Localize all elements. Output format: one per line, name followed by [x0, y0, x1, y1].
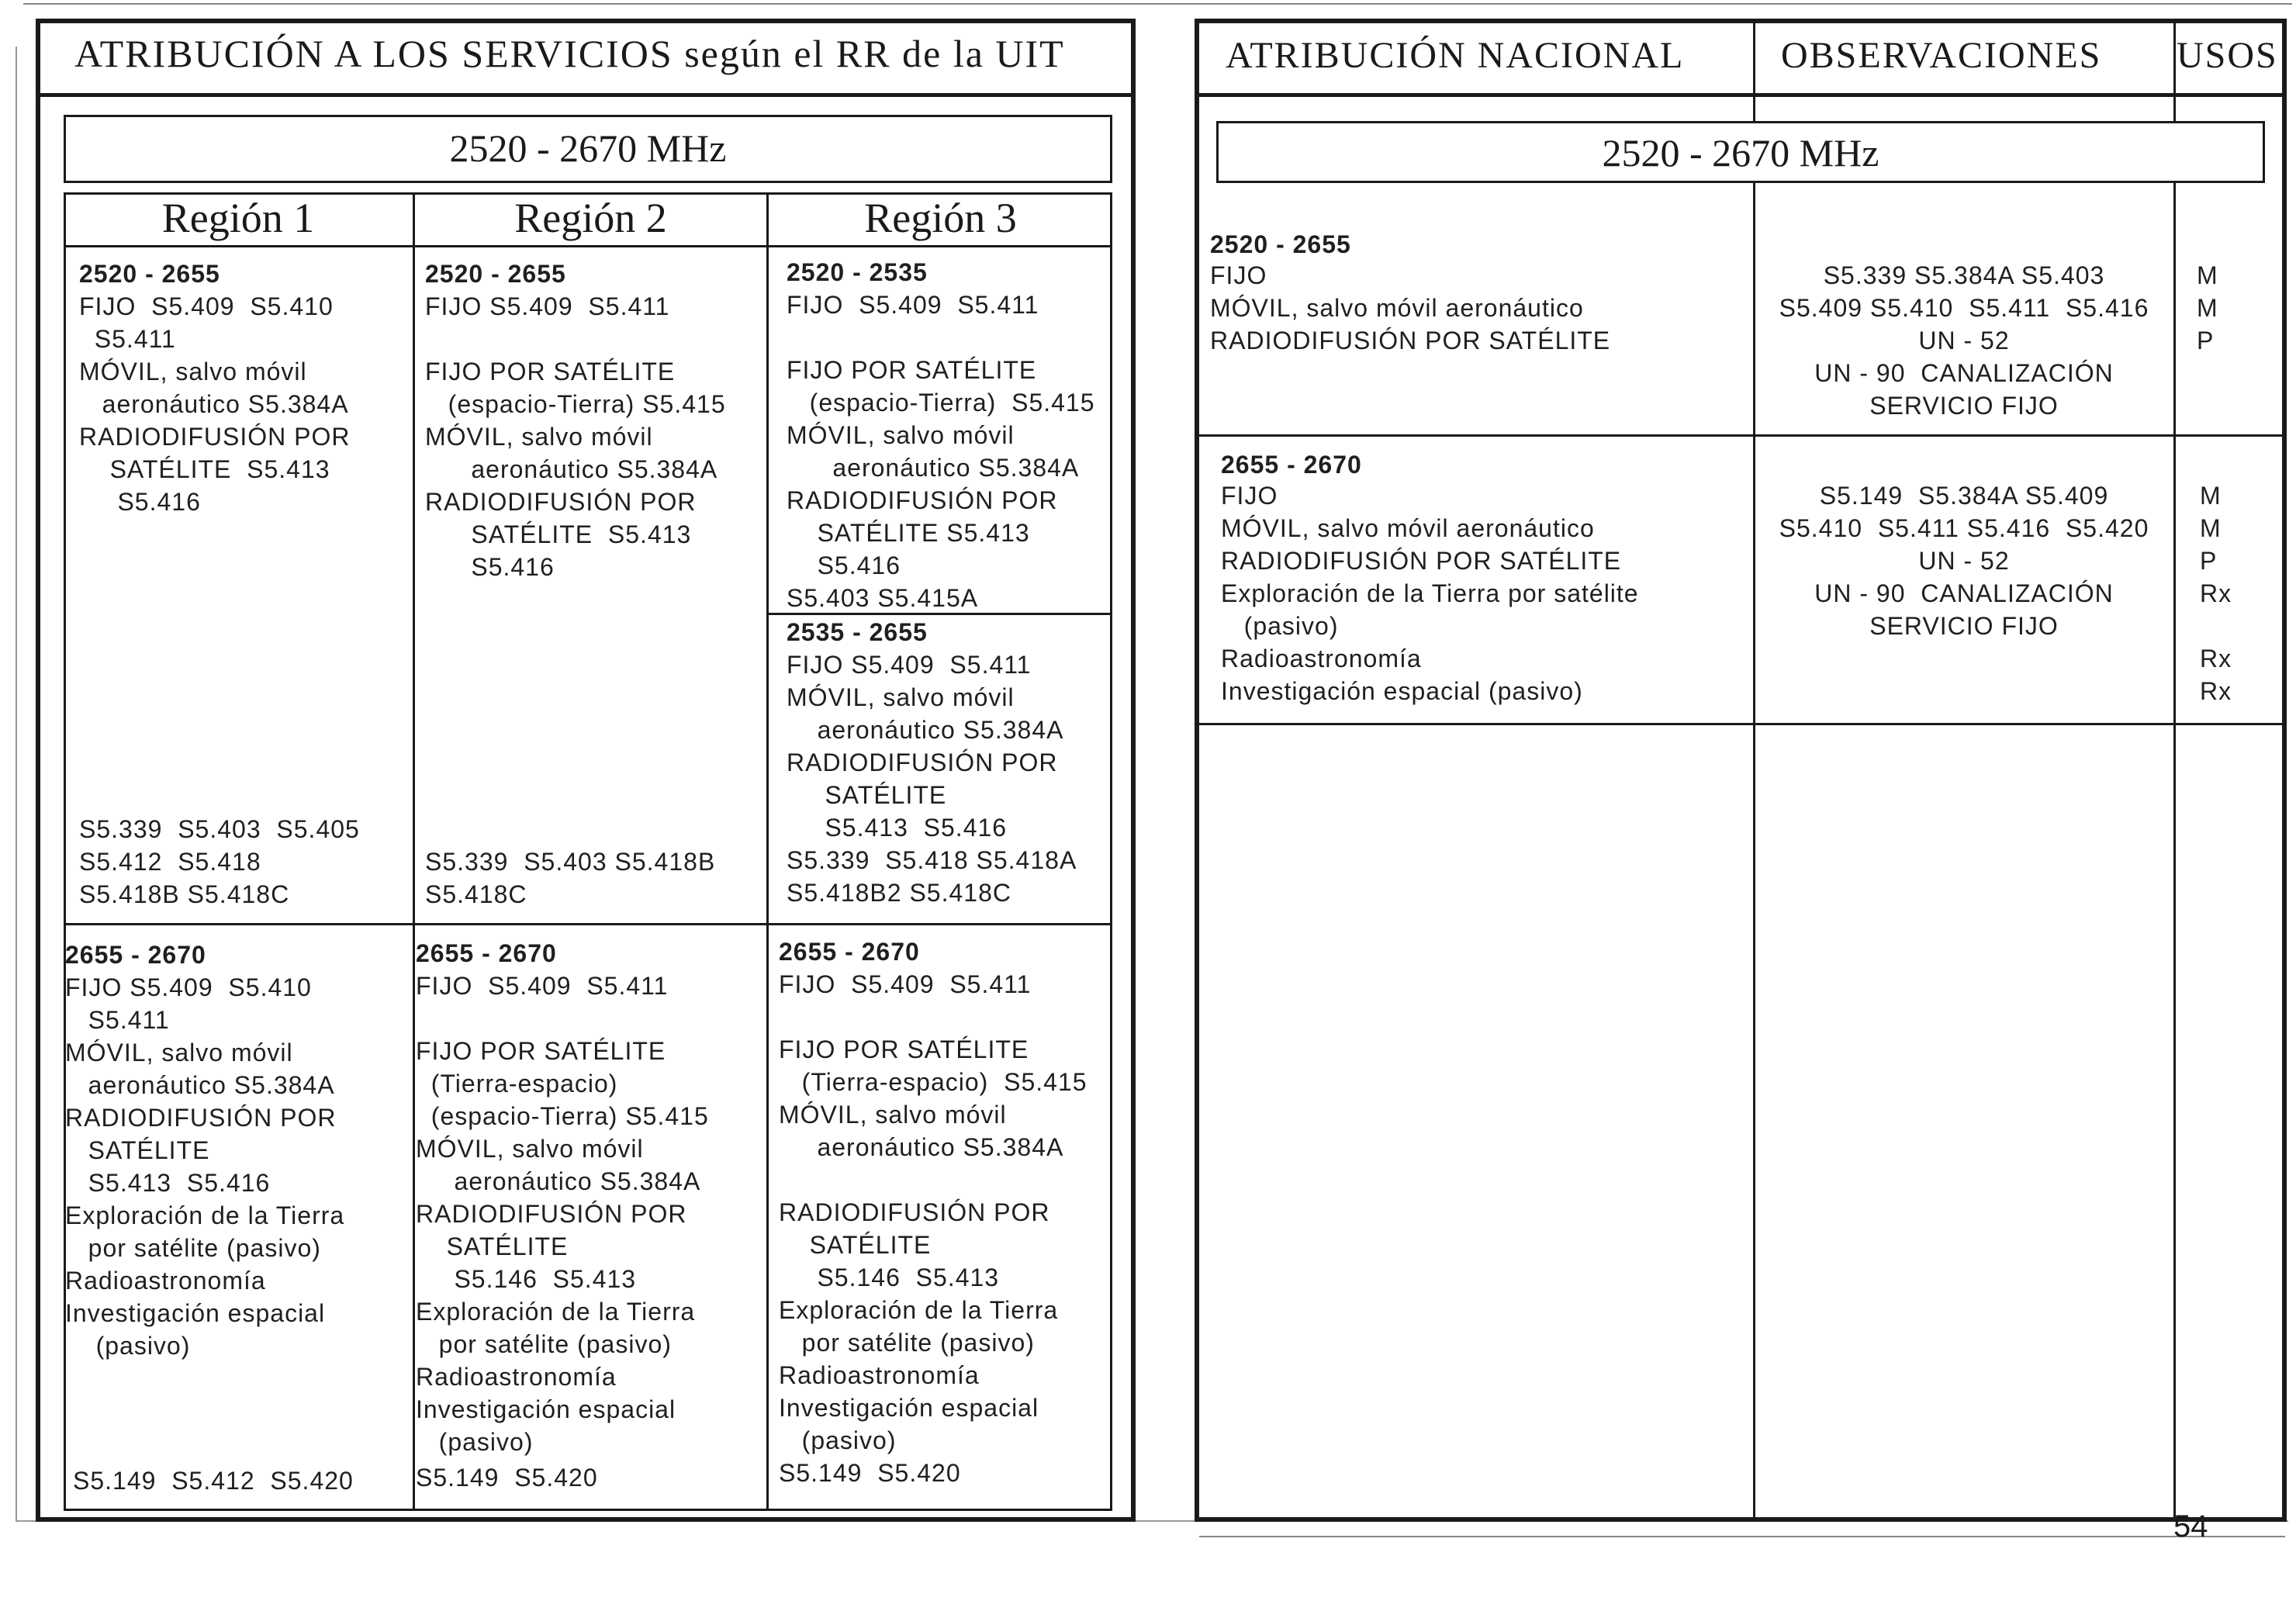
right-col-divider-1: [1753, 19, 1755, 1522]
cell-line: 2520 - 2655: [425, 260, 566, 288]
cell-line: MÓVIL, salvo móvil: [787, 683, 1015, 711]
right-band-label: 2520 - 2670 MHz: [1216, 121, 2265, 183]
page-number-rule: [1199, 1536, 2285, 1537]
cell-line: UN - 52: [1918, 547, 2010, 575]
cell-line: S5.413 S5.416: [65, 1169, 271, 1197]
cell-line: FIJO S5.409 S5.411: [416, 972, 669, 1000]
cell-line: [787, 321, 1095, 354]
cell-line: S5.418B S5.418C: [79, 880, 290, 908]
cell-line: S5.149 S5.412 S5.420: [73, 1467, 354, 1495]
cell-line: Investigación espacial (pasivo): [1221, 677, 1583, 705]
cell-line: FIJO S5.409 S5.410: [79, 292, 334, 320]
cell-line: MÓVIL, salvo móvil: [779, 1101, 1007, 1129]
cell-line: P: [2197, 327, 2215, 354]
cell-line: Investigación espacial: [65, 1299, 326, 1327]
cell-line: FIJO POR SATÉLITE: [425, 358, 676, 385]
r3-b-cell: [787, 616, 1077, 909]
cell-line: 2655 - 2670: [65, 941, 206, 969]
cell-line: MÓVIL, salvo móvil: [65, 1039, 293, 1067]
left-band-label: 2520 - 2670 MHz: [64, 115, 1112, 183]
cell-line: 2520 - 2655: [79, 260, 220, 288]
cell-line: S5.339 S5.384A S5.403: [1823, 261, 2105, 289]
cell-line: (pasivo): [65, 1332, 191, 1360]
cell-line: [2200, 610, 2232, 642]
cell-line: aeronáutico S5.384A: [787, 716, 1064, 744]
r2-upper-footnotes: [425, 845, 715, 911]
region-3-heading: Región 3: [864, 195, 1017, 241]
cell-line: MÓVIL, salvo móvil aeronáutico: [1210, 294, 1584, 322]
cell-line: SATÉLITE S5.413: [79, 455, 330, 483]
r3-a-cell: [787, 256, 1095, 614]
cell-line: (Tierra-espacio): [416, 1070, 618, 1098]
cell-line: Radioastronomía: [65, 1267, 266, 1295]
cell-line: S5.416: [787, 551, 901, 579]
cell-line: [425, 323, 726, 355]
cell-line: S5.149 S5.384A S5.409: [1819, 482, 2109, 510]
cell-line: RADIODIFUSIÓN POR: [787, 486, 1058, 514]
left-header-rule: [36, 93, 1136, 97]
cell-line: Rx: [2200, 677, 2232, 705]
cell-line: Radioastronomía: [416, 1363, 617, 1391]
cell-line: aeronáutico S5.384A: [787, 454, 1080, 482]
cell-line: SATÉLITE S5.413: [787, 519, 1030, 547]
cell-line: Exploración de la Tierra: [416, 1298, 696, 1326]
header-usos: USOS: [2177, 35, 2278, 76]
header-observaciones: OBSERVACIONES: [1781, 35, 2102, 76]
r1-upper-cell: [79, 258, 350, 518]
cell-line: S5.411: [79, 325, 176, 353]
cell-line: FIJO S5.409 S5.411: [779, 970, 1032, 998]
cell-line: [779, 1001, 1087, 1033]
cell-line: (pasivo): [779, 1426, 897, 1454]
cell-line: SATÉLITE: [787, 781, 947, 809]
cell-line: S5.418C: [425, 880, 527, 908]
cell-line: MÓVIL, salvo móvil: [416, 1135, 644, 1163]
cell-line: MÓVIL, salvo móvil: [425, 423, 653, 451]
cell-line: por satélite (pasivo): [779, 1329, 1035, 1357]
cell-line: Exploración de la Tierra: [65, 1201, 345, 1229]
cell-line: S5.149 S5.420: [779, 1459, 961, 1487]
cell-line: MÓVIL, salvo móvil: [787, 421, 1015, 449]
cell-line: (espacio-Tierra) S5.415: [416, 1102, 709, 1130]
cell-line: SATÉLITE: [416, 1232, 569, 1260]
cell-line: S5.418B2 S5.418C: [787, 879, 1011, 907]
cell-line: SATÉLITE: [65, 1136, 210, 1164]
nat-row-1-observaciones: [1756, 259, 2172, 422]
cell-line: UN - 52: [1918, 327, 2010, 354]
nat-row-2-services: [1221, 479, 1639, 707]
cell-line: RADIODIFUSIÓN POR: [416, 1200, 687, 1228]
cell-line: S5.416: [79, 488, 201, 516]
cell-line: S5.410 S5.411 S5.416 S5.420: [1779, 514, 2149, 542]
cell-line: por satélite (pasivo): [65, 1234, 321, 1262]
cell-line: 2655 - 2670: [416, 939, 557, 967]
cell-line: S5.416: [425, 553, 555, 581]
region-2-heading: Región 2: [514, 195, 667, 241]
nat-row-2-usos: [2200, 479, 2232, 707]
cell-line: SERVICIO FIJO: [1869, 612, 2059, 640]
cell-line: FIJO S5.409 S5.411: [787, 291, 1039, 319]
left-header-title: ATRIBUCIÓN A LOS SERVICIOS según el RR de la UIT: [74, 32, 1065, 75]
cell-line: FIJO S5.409 S5.411: [787, 651, 1032, 679]
cell-line: UN - 90 CANALIZACIÓN: [1814, 359, 2114, 387]
cell-line: FIJO POR SATÉLITE: [416, 1037, 666, 1065]
right-table-frame: [1195, 19, 2287, 1522]
nat-row-1-usos: [2197, 259, 2218, 357]
cell-line: RADIODIFUSIÓN POR: [79, 423, 351, 451]
region-divider-2: [766, 192, 769, 1511]
cell-line: S5.146 S5.413: [779, 1264, 1000, 1291]
cell-line: P: [2200, 547, 2218, 575]
cell-line: Exploración de la Tierra por satélite: [1221, 579, 1639, 607]
cell-line: RADIODIFUSIÓN POR: [65, 1104, 337, 1132]
cell-line: [416, 1002, 709, 1035]
cell-line: aeronáutico S5.384A: [425, 455, 718, 483]
cell-line: (espacio-Tierra) S5.415: [787, 389, 1095, 417]
right-header-rule: [1195, 93, 2287, 97]
cell-line: SATÉLITE: [779, 1231, 932, 1259]
r1-lower-footnotes: [73, 1464, 354, 1497]
page-number: 54: [2173, 1509, 2208, 1544]
cell-line: Rx: [2200, 579, 2232, 607]
cell-line: FIJO POR SATÉLITE: [779, 1035, 1029, 1063]
page-left-rule: [16, 47, 17, 1520]
region-1-heading: Región 1: [161, 195, 315, 241]
header-atribucion-nacional: ATRIBUCIÓN NACIONAL: [1226, 35, 1685, 76]
cell-line: aeronáutico S5.384A: [79, 390, 349, 418]
cell-line: S5.339 S5.403 S5.405: [79, 815, 360, 843]
cell-line: SERVICIO FIJO: [1869, 392, 2059, 420]
cell-line: (Tierra-espacio) S5.415: [779, 1068, 1087, 1096]
cell-line: aeronáutico S5.384A: [779, 1133, 1064, 1161]
r3-lower-cell: [779, 935, 1087, 1489]
page-top-rule: [23, 3, 2292, 5]
nat-row-2-observaciones: [1756, 479, 2172, 642]
cell-line: por satélite (pasivo): [416, 1330, 672, 1358]
cell-line: S5.146 S5.413: [416, 1265, 637, 1293]
cell-line: FIJO: [1221, 482, 1278, 510]
cell-line: RADIODIFUSIÓN POR: [787, 748, 1058, 776]
cell-line: (espacio-Tierra) S5.415: [425, 390, 726, 418]
cell-line: (pasivo): [1221, 612, 1339, 640]
cell-line: S5.413 S5.416: [787, 814, 1008, 842]
cell-line: FIJO: [1210, 261, 1267, 289]
cell-line: Radioastronomía: [1221, 645, 1422, 672]
cell-line: Investigación espacial: [779, 1394, 1039, 1422]
nat-row-rule-1: [1199, 434, 2282, 437]
cell-line: 2520 - 2535: [787, 258, 928, 286]
cell-line: M: [2197, 261, 2218, 289]
cell-line: 2535 - 2655: [787, 618, 928, 646]
cell-line: M: [2197, 294, 2218, 322]
nat-row-1-range: 2520 - 2655: [1210, 230, 1351, 258]
cell-line: RADIODIFUSIÓN POR SATÉLITE: [1210, 327, 1611, 354]
cell-line: RADIODIFUSIÓN POR: [425, 488, 697, 516]
cell-line: S5.339 S5.403 S5.418B: [425, 848, 716, 876]
cell-line: 2655 - 2670: [779, 938, 920, 966]
cell-line: Investigación espacial: [416, 1395, 676, 1423]
cell-line: aeronáutico S5.384A: [65, 1071, 335, 1099]
cell-line: M: [2200, 514, 2222, 542]
cell-line: Exploración de la Tierra: [779, 1296, 1059, 1324]
region-header-rule: [64, 245, 1112, 247]
region-divider-1: [413, 192, 415, 1511]
cell-line: S5.403 S5.415A: [787, 584, 979, 612]
r2-upper-cell: [425, 258, 726, 583]
nat-row-2-range: 2655 - 2670: [1221, 451, 1362, 479]
cell-line: S5.149 S5.420: [416, 1464, 598, 1492]
cell-line: RADIODIFUSIÓN POR SATÉLITE: [1221, 547, 1622, 575]
cell-line: aeronáutico S5.384A: [416, 1167, 701, 1195]
cell-line: (pasivo): [416, 1428, 534, 1456]
cell-line: S5.339 S5.418 S5.418A: [787, 846, 1077, 874]
cell-line: MÓVIL, salvo móvil: [79, 358, 307, 385]
cell-line: FIJO S5.409 S5.411: [425, 292, 670, 320]
r1-lower-cell: [65, 939, 344, 1362]
cell-line: S5.411: [65, 1006, 170, 1034]
r1-upper-footnotes: [79, 813, 360, 911]
cell-line: S5.412 S5.418: [79, 848, 261, 876]
cell-line: Rx: [2200, 645, 2232, 672]
cell-line: MÓVIL, salvo móvil aeronáutico: [1221, 514, 1595, 542]
nat-row-rule-2: [1199, 723, 2282, 725]
right-col-divider-2: [2173, 19, 2176, 1522]
r2-lower-cell: [416, 937, 709, 1458]
cell-line: FIJO S5.409 S5.410: [65, 973, 312, 1001]
cell-line: FIJO POR SATÉLITE: [787, 356, 1037, 384]
band-split-rule: [64, 923, 1112, 925]
nat-row-1-services: [1210, 259, 1610, 357]
r2-lower-footnotes: [416, 1461, 598, 1494]
cell-line: UN - 90 CANALIZACIÓN: [1814, 579, 2114, 607]
cell-line: S5.409 S5.410 S5.411 S5.416: [1779, 294, 2149, 322]
cell-line: Radioastronomía: [779, 1361, 980, 1389]
cell-line: RADIODIFUSIÓN POR: [779, 1198, 1050, 1226]
cell-line: SATÉLITE S5.413: [425, 520, 692, 548]
cell-line: [779, 1163, 1087, 1196]
cell-line: M: [2200, 482, 2222, 510]
